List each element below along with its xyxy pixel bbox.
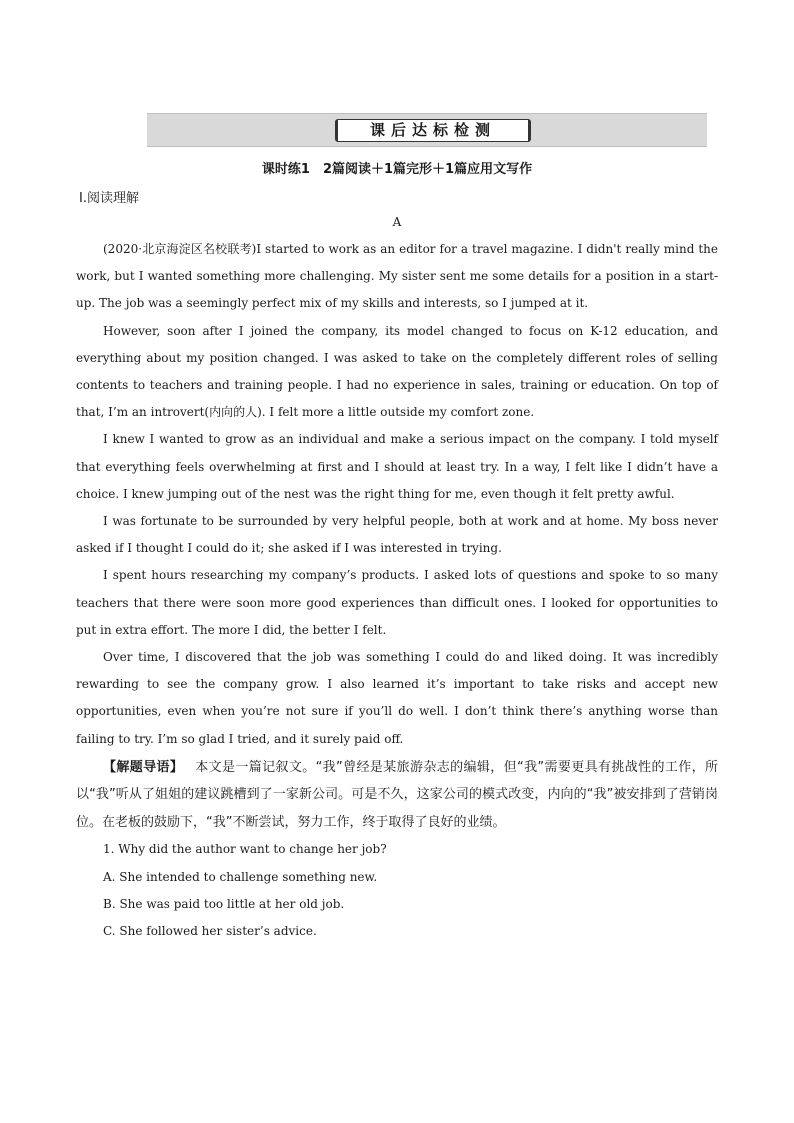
header-banner xyxy=(147,113,707,147)
solution-guide xyxy=(76,754,718,837)
option-a: A. She intended to challenge something new. xyxy=(103,869,378,884)
paragraph-3: I knew I wanted to grow as an individual and make a serious impact on the company. I told myself that everything feels overwhelming at first and I should at least try. In a way, I felt like I didn’t have a choice. I knew jumping out of the nest was the right thing for me, even though it felt pretty awful. xyxy=(76,432,718,501)
section-heading: Ⅰ.阅读理解 xyxy=(79,191,139,206)
question-stem: 1. Why did the author want to change her job? xyxy=(103,842,387,857)
passage-body xyxy=(76,236,718,945)
paragraph-1: (2020·北京海淀区名校联考)I started to work as an editor for a travel magazine. I didn't really mind the work, but I wanted something more challenging. My sister sent me some details for a position in a start-up. The job was a seemingly perfect mix of my skills and interests, so I jumped at it. xyxy=(76,242,718,311)
paragraph-4: I was fortunate to be surrounded by very helpful people, both at work and at home. My boss never asked if I thought I could do it; she asked if I was interested in trying. xyxy=(76,514,718,556)
guide-label: 【解题导语】 xyxy=(103,759,184,775)
banner-title: 课后达标检测 xyxy=(335,119,531,142)
option-c: C. She followed her sister’s advice. xyxy=(103,923,317,938)
guide-text: 本文是一篇记叙文。“我”曾经是某旅游杂志的编辑，但“我”需要更具有挑战性的工作，所以“我”听从了姐姐的建议跳槽到了一家新公司。可是不久，这家公司的模式改变，内向的“我”被安排到了营销岗位。在老板的鼓励下，“我”不断尝试，努力工作，终于取得了良好的业绩。 xyxy=(76,759,718,830)
paragraph-2: However, soon after I joined the company, its model changed to focus on K-12 education, and everything about my position changed. I was asked to take on the completely different roles of selling contents to teachers and training people. I had no experience in sales, training or education. On top of that, I’m an introvert(内向的人). I felt more a little outside my comfort zone. xyxy=(76,323,718,420)
paragraph-5: I spent hours researching my company’s products. I asked lots of questions and spoke to so many teachers that there were soon more good experiences than difficult ones. I looked for opportunities to put in extra effort. The more I did, the better I felt. xyxy=(76,568,718,637)
lesson-subtitle: 课时练1 2篇阅读＋1篇完形＋1篇应用文写作 xyxy=(261,162,533,177)
paragraph-6: Over time, I discovered that the job was something I could do and liked doing. It was incredibly rewarding to see the company grow. I also learned it’s important to take risks and accept new opportunities, even when you’re not sure if you’ll do well. I don’t think there’s anything worse than failing to try. I’m so glad I tried, and it surely paid off. xyxy=(76,650,718,746)
option-b: B. She was paid too little at her old job. xyxy=(103,896,345,911)
passage-letter: A xyxy=(392,215,402,229)
